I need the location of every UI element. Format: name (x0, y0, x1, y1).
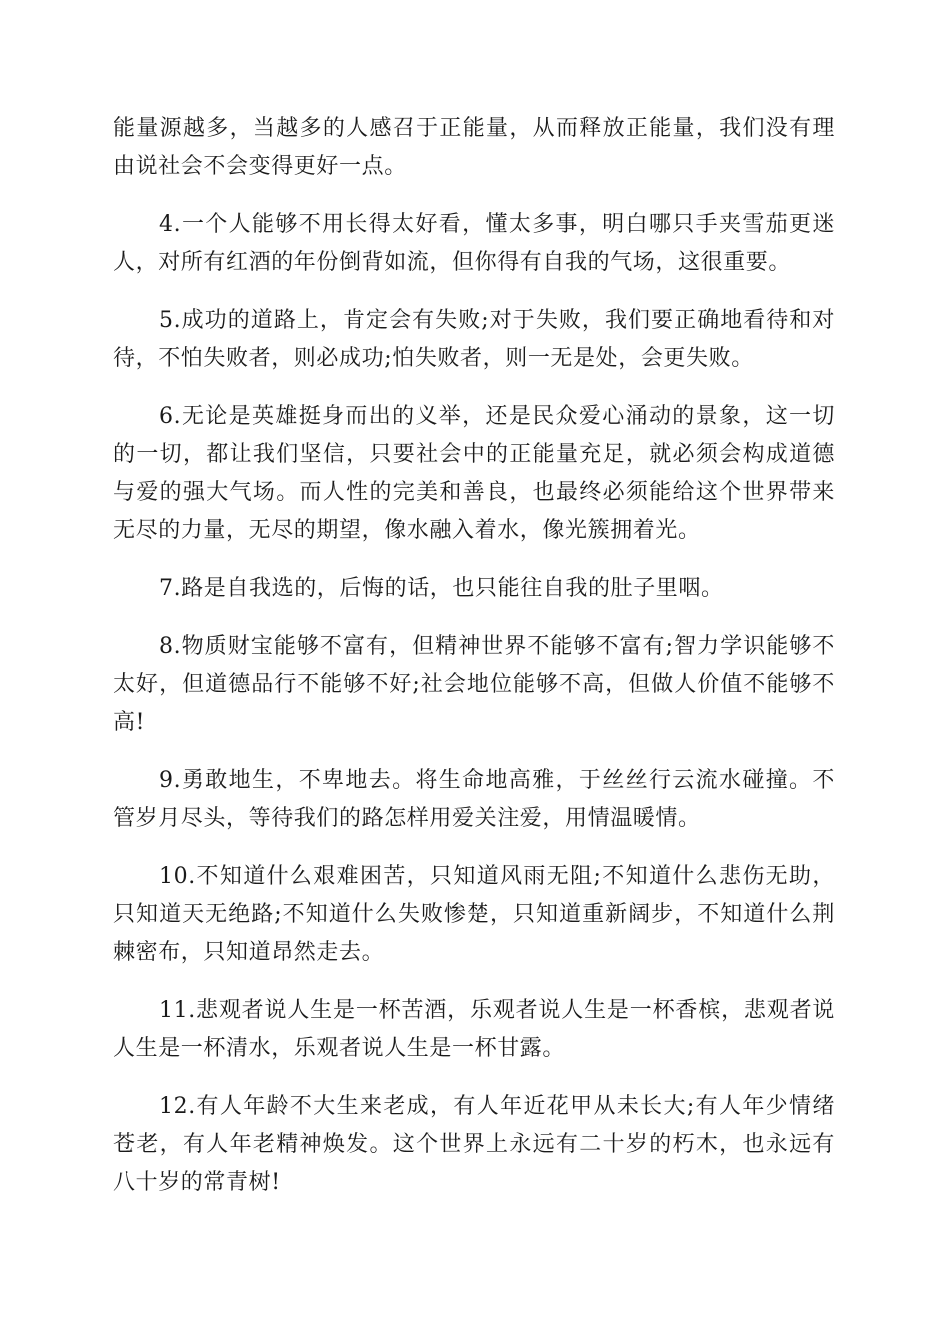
paragraph-item-12: 12.有人年龄不大生来老成，有人年近花甲从未长大;有人年少情绪苍老，有人年老精神焕发。这个世界上永远有二十岁的朽木，也永远有八十岁的常青树! (113, 1094, 835, 1195)
paragraph-item-9: 9.勇敢地生，不卑地去。将生命地高雅，于丝丝行云流水碰撞。不管岁月尽头，等待我们的路怎样用爱关注爱，用情温暖情。 (113, 768, 835, 831)
paragraph-item-11: 11.悲观者说人生是一杯苦酒，乐观者说人生是一杯香槟，悲观者说人生是一杯清水，乐观者说人生是一杯甘露。 (113, 998, 835, 1061)
paragraph-item-5: 5.成功的道路上，肯定会有失败;对于失败，我们要正确地看待和对待，不怕失败者，则必成功;怕失败者，则一无是处，会更失败。 (113, 308, 835, 371)
paragraph-item-8: 8.物质财宝能够不富有，但精神世界不能够不富有;智力学识能够不太好，但道德品行不能够不好;社会地位能够不高，但做人价值不能够不高! (113, 634, 835, 735)
document-body (113, 110, 835, 1222)
paragraph-item-4: 4.一个人能够不用长得太好看，懂太多事，明白哪只手夹雪茄更迷人，对所有红酒的年份倒背如流，但你得有自我的气场，这很重要。 (113, 212, 835, 275)
paragraph-item-6: 6.无论是英雄挺身而出的义举，还是民众爱心涌动的景象，这一切的一切，都让我们坚信，只要社会中的正能量充足，就必须会构成道德与爱的强大气场。而人性的完美和善良，也最终必须能给这个世界带来无尽的力量，无尽的期望，像水融入着水，像光簇拥着光。 (113, 404, 835, 543)
paragraph-item-10: 10.不知道什么艰难困苦，只知道风雨无阻;不知道什么悲伤无助，只知道天无绝路;不知道什么失败惨楚，只知道重新阔步，不知道什么荆棘密布，只知道昂然走去。 (113, 864, 835, 965)
paragraph-item-7: 7.路是自我选的，后悔的话，也只能往自我的肚子里咽。 (159, 576, 724, 601)
paragraph-continuation: 能量源越多，当越多的人感召于正能量，从而释放正能量，我们没有理由说社会不会变得更好一点。 (113, 116, 835, 179)
